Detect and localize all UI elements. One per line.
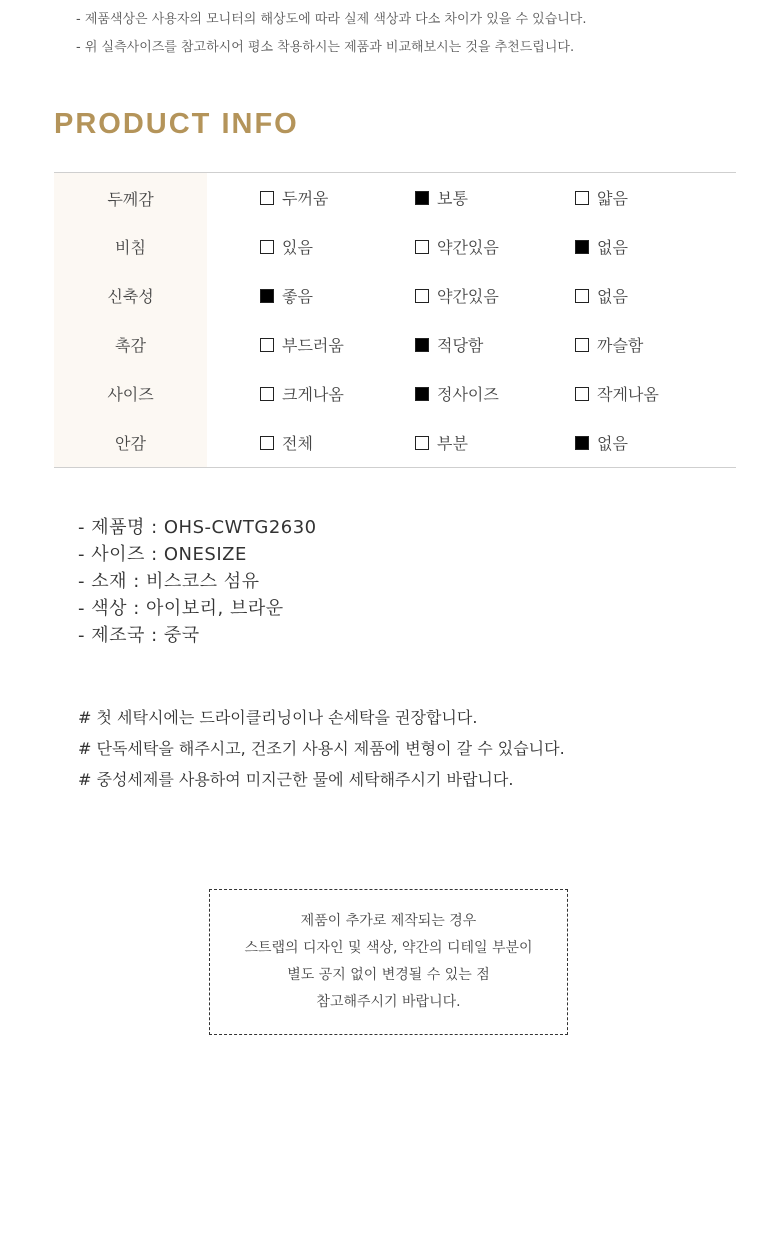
info-option bbox=[415, 284, 575, 307]
info-option-label: 약간있음 bbox=[437, 287, 499, 306]
info-option-label: 전체 bbox=[282, 434, 313, 453]
info-option-label: 약간있음 bbox=[437, 238, 499, 257]
checked-box-icon bbox=[575, 240, 589, 254]
info-row-label: 신축성 bbox=[54, 271, 207, 320]
product-specs bbox=[78, 514, 317, 649]
info-option bbox=[415, 186, 575, 209]
info-option bbox=[207, 382, 415, 405]
info-row bbox=[54, 320, 736, 369]
unchecked-box-icon bbox=[575, 191, 589, 205]
unchecked-box-icon bbox=[575, 289, 589, 303]
unchecked-box-icon bbox=[260, 338, 274, 352]
info-option bbox=[207, 431, 415, 454]
info-option-label: 없음 bbox=[597, 287, 628, 306]
info-option-label: 좋음 bbox=[282, 287, 313, 306]
info-row-label: 안감 bbox=[54, 418, 207, 467]
info-option-label: 정사이즈 bbox=[437, 385, 499, 404]
info-option bbox=[575, 284, 628, 307]
note-line: - 제품색상은 사용자의 모니터의 해상도에 따라 실제 색상과 다소 차이가 있을 수 있습니다. bbox=[76, 12, 587, 27]
info-row-label: 촉감 bbox=[54, 320, 207, 369]
care-line: # 단독세탁을 해주시고, 건조기 사용시 제품에 변형이 갈 수 있습니다. bbox=[78, 739, 565, 758]
notice-line: 별도 공지 없이 변경될 수 있는 점 bbox=[287, 967, 490, 983]
section-title: PRODUCT INFO bbox=[54, 108, 299, 140]
spec-line: - 제품명 : OHS-CWTG2630 bbox=[78, 517, 317, 538]
note-line: - 위 실측사이즈를 참고하시어 평소 착용하시는 제품과 비교해보시는 것을 추천드립니다. bbox=[76, 40, 575, 55]
checked-box-icon bbox=[415, 387, 429, 401]
info-option-label: 없음 bbox=[597, 434, 628, 453]
info-option-label: 작게나옴 bbox=[597, 385, 659, 404]
info-option bbox=[415, 382, 575, 405]
notice-line: 스트랩의 디자인 및 색상, 약간의 디테일 부분이 bbox=[244, 940, 533, 956]
info-option-label: 적당함 bbox=[437, 336, 484, 355]
info-row bbox=[54, 418, 736, 467]
unchecked-box-icon bbox=[415, 436, 429, 450]
info-option-label: 크게나옴 bbox=[282, 385, 344, 404]
info-option bbox=[207, 235, 415, 258]
unchecked-box-icon bbox=[260, 240, 274, 254]
checked-box-icon bbox=[575, 436, 589, 450]
info-option bbox=[207, 333, 415, 356]
notice-line: 참고해주시기 바랍니다. bbox=[316, 994, 461, 1010]
unchecked-box-icon bbox=[575, 338, 589, 352]
care-line: # 첫 세탁시에는 드라이클리닝이나 손세탁을 권장합니다. bbox=[78, 708, 478, 727]
checked-box-icon bbox=[260, 289, 274, 303]
info-option bbox=[575, 235, 628, 258]
info-option bbox=[415, 333, 575, 356]
unchecked-box-icon bbox=[260, 191, 274, 205]
unchecked-box-icon bbox=[260, 387, 274, 401]
info-option-label: 있음 bbox=[282, 238, 313, 257]
unchecked-box-icon bbox=[575, 387, 589, 401]
info-row-label: 두께감 bbox=[54, 173, 207, 222]
unchecked-box-icon bbox=[415, 289, 429, 303]
unchecked-box-icon bbox=[415, 240, 429, 254]
info-option bbox=[415, 431, 575, 454]
info-option bbox=[207, 186, 415, 209]
info-option-label: 없음 bbox=[597, 238, 628, 257]
info-option bbox=[575, 333, 643, 356]
info-option-label: 부드러움 bbox=[282, 336, 344, 355]
spec-line: - 사이즈 : ONESIZE bbox=[78, 544, 247, 565]
info-option bbox=[207, 284, 415, 307]
product-notes bbox=[76, 6, 587, 62]
product-info-table bbox=[54, 172, 736, 468]
info-option bbox=[575, 186, 628, 209]
info-option-label: 보통 bbox=[437, 189, 468, 208]
info-option-label: 까슬함 bbox=[597, 336, 644, 355]
info-option bbox=[415, 235, 575, 258]
care-line: # 중성세제를 사용하여 미지근한 물에 세탁해주시기 바랍니다. bbox=[78, 770, 514, 789]
info-row bbox=[54, 173, 736, 222]
notice-line: 제품이 추가로 제작되는 경우 bbox=[300, 913, 477, 929]
info-option bbox=[575, 382, 659, 405]
spec-line: - 제조국 : 중국 bbox=[78, 625, 200, 646]
checked-box-icon bbox=[415, 191, 429, 205]
spec-line: - 소재 : 비스코스 섬유 bbox=[78, 571, 260, 592]
spec-line: - 색상 : 아이보리, 브라운 bbox=[78, 598, 284, 619]
info-option-label: 부분 bbox=[437, 434, 468, 453]
info-row bbox=[54, 369, 736, 418]
info-row-label: 사이즈 bbox=[54, 369, 207, 418]
info-row bbox=[54, 271, 736, 320]
unchecked-box-icon bbox=[260, 436, 274, 450]
care-instructions bbox=[78, 702, 565, 795]
info-option-label: 얇음 bbox=[597, 189, 628, 208]
info-row bbox=[54, 222, 736, 271]
info-row-label: 비침 bbox=[54, 222, 207, 271]
info-option bbox=[575, 431, 628, 454]
info-option-label: 두꺼움 bbox=[282, 189, 329, 208]
checked-box-icon bbox=[415, 338, 429, 352]
notice-box bbox=[209, 889, 568, 1035]
